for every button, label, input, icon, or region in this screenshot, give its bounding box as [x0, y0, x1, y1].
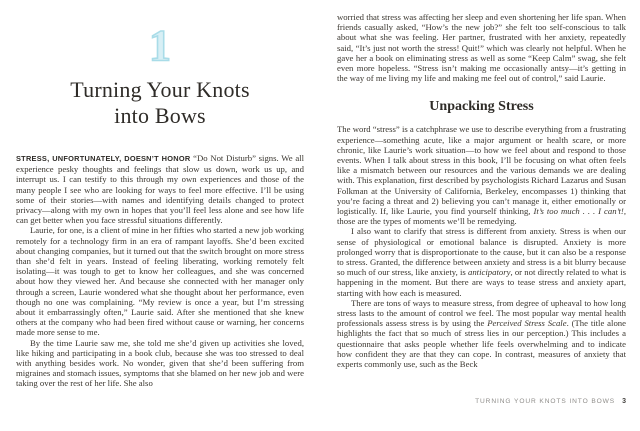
paragraph-text: There are tons of ways to measure stress, from degree of upheaval to how long stress lasts to the amount of control we feel. The most popular way mental health professionals assess stress is by using the [337, 297, 626, 329]
paragraph-leadin: STRESS, UNFORTUNATELY, DOESN’T HONOR [16, 154, 191, 163]
chapter-title-line2: into Bows [114, 103, 206, 128]
body-paragraph-7 [337, 298, 626, 369]
paragraph-italic: It’s too much . . . I can’t! [533, 206, 624, 217]
body-paragraph-1 [16, 153, 304, 225]
left-page [16, 0, 304, 431]
section-heading: Unpacking Stress [429, 99, 534, 115]
paragraph-italic: Perceived Stress Scale [487, 318, 567, 329]
chapter-title-line1: Turning Your Knots [70, 77, 250, 102]
chapter-number: 1 [149, 21, 171, 70]
right-page-body [337, 0, 626, 369]
running-head: TURNING YOUR KNOTS INTO BOWS [475, 398, 616, 405]
paragraph-text: , those are the types of moments we’ll be remedying. [337, 206, 626, 227]
paragraph-text: The word “stress” is a catchphrase we use to describe everything from a frustrating experience—something acute, like a major argument or health scare, or more chronic, like Laurie’s work situation—to how we feel about and respond to those events. When I talk about stress in this book, I’ll be focusing on what often feels like a mismatch between our resources and the various demands we are dealing with. This explanation, first described by psychologists Richard Lazarus and Susan Folkman at the University of California, Berkeley, encompasses 1) thinking that you’re facing a threat and 2) believing you can’t manage it, either emotionally or logistically. If, like Laurie, you find yourself thinking, [337, 124, 626, 217]
running-footer [337, 398, 626, 405]
paragraph-text: “Do Not Disturb” signs. We all experience pesky thoughts and feelings that slow us down, work us up, and interrupt us. I can testify to this through my own experiences and those of the many people I see who are looking for ways to feel more effective. I’ll be using some of their stories—with names and identifying details changed to protect privacy—along with my own in hopes that you’ll feel less alone and see how life can get better when you face stressful situations differently. [16, 153, 304, 226]
left-page-body [16, 153, 304, 389]
paragraph-text: , or not directly related to what is happening in the moment. But there are ways to tease stress and anxiety apart, starting with how each is measured. [337, 267, 626, 298]
page-number: 3 [622, 398, 626, 405]
body-paragraph-4: worried that stress was affecting her sleep and even shortening her life span. When friends casually asked, “How’s the new job?” she felt too self-conscious to talk about what she was feeling. Her partner, frustrated with her anxiety, repeatedly said, “It’s just not worth the stress! Quit!” which was clearly not helpful. When he gave her a book on eliminating stress as well as some “Keep Calm” swag, she felt even more hopeless. “Stress isn’t making me occasionally antsy—it’s getting in the way of me living my life and making me feel out of control,” said Laurie. [337, 12, 626, 84]
paragraph-text: . (The title alone highlights the fact that so much of stress lies in our perception.) This includes a questionnaire that asks people whether life feels overwhelming and to indicate how confident they are that they can cope. In contrast, measures of anxiety that experts commonly use, such as the Beck [337, 318, 626, 370]
body-paragraph-2: Laurie, for one, is a client of mine in her fifties who started a new job working remotely for a technology firm in an era of rampant layoffs. She’d been excited about changing companies, but it turned out that the switch brought on more stress than she’d felt in years. Instead of feeling liberating, working remotely felt isolating—it was tough to get to know her colleagues, and she was concerned about how they viewed her. And because she connected with her manager only through a screen, Laurie wondered what she thought about her performance, even though no one was complaining. “My review is once a year, but I’m stressing about it embarrassingly often,” Laurie said. After she mentioned that she knew others at the company who had been fired without cause or warning, her concerns made more sense to me. [16, 225, 304, 338]
body-paragraph-5 [337, 124, 626, 226]
body-paragraph-6 [337, 226, 626, 297]
paragraph-text: I also want to clarify that stress is different from anxiety. Stress is when our sense of physiological or emotional balance is disrupted. Anxiety is more prolonged worry that is disproportionate to the cause, but it can also be a response to stress. Granted, the difference between anxiety and stress is a bit blurry because so much of our stress, like anxiety, is [337, 226, 626, 278]
body-paragraph-3: By the time Laurie saw me, she told me she’d given up activities she loved, like hiking and participating in a book club, because she was too stressed to deal with anything besides work. No wonder, given that she’d been suffering from migraines and stomach issues, symptoms that she blamed on her new job and were taking over the rest of her life. She also [16, 337, 304, 389]
chapter-title [16, 77, 304, 129]
right-page [337, 0, 626, 431]
paragraph-italic: anticipatory [467, 267, 511, 278]
